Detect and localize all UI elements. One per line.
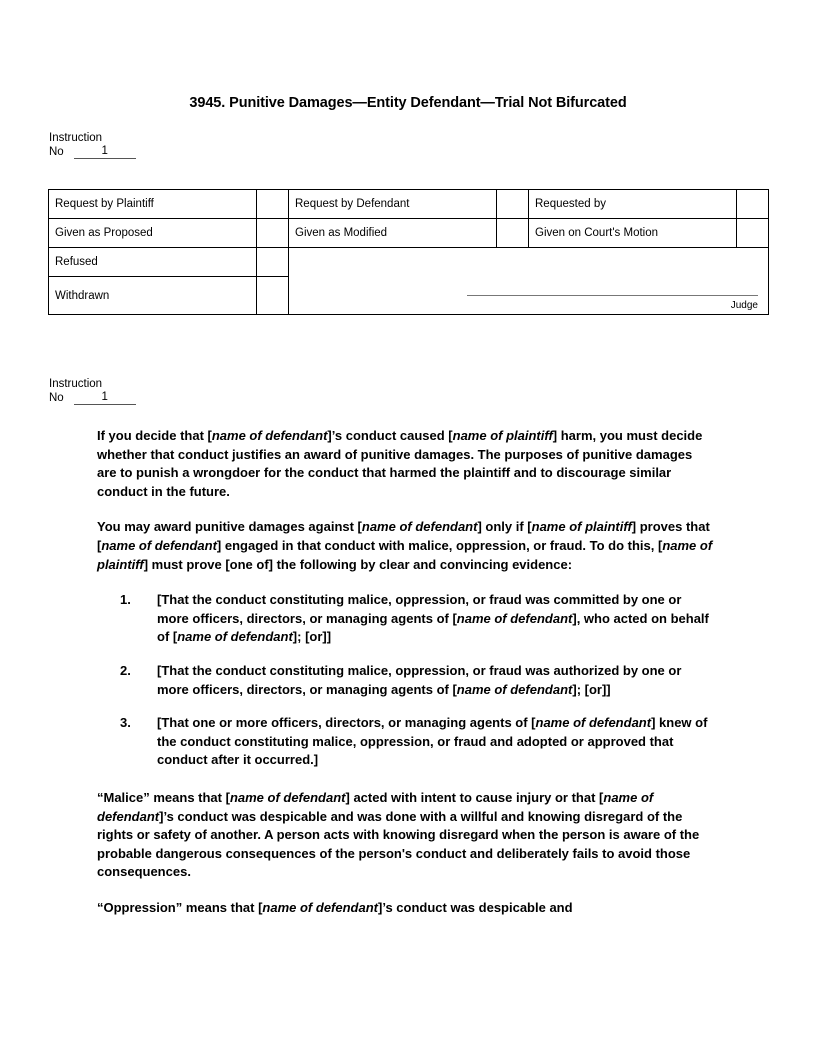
instruction-number-header-top bbox=[49, 131, 136, 159]
list-item-text bbox=[157, 592, 709, 644]
text-segment: [That the conduct constituting malice, oppression, or fraud was committed by one or more officers, directors, or managing agents of [ bbox=[157, 592, 682, 626]
placeholder-defendant: name of defendant bbox=[262, 899, 378, 915]
signature-label-judge: Judge bbox=[730, 300, 758, 311]
instruction-no-label-mid: No bbox=[49, 392, 64, 404]
text-segment: ], who acted on behalf of [ bbox=[157, 610, 709, 645]
placeholder-defendant: name of defendant bbox=[456, 610, 573, 626]
table-row bbox=[49, 219, 769, 248]
cell-requested-by: Requested by bbox=[529, 190, 737, 219]
text-segment: [That the conduct constituting malice, oppression, or fraud was authorized by one or more officers, directors, or managing agents of [ bbox=[157, 662, 682, 697]
cell-request-by-defendant: Request by Defendant bbox=[289, 190, 497, 219]
list-item-number: 1. bbox=[120, 592, 131, 608]
placeholder-defendant: name of defendant bbox=[535, 715, 652, 731]
cell-request-by-plaintiff: Request by Plaintiff bbox=[49, 190, 257, 219]
paragraph-malice-definition bbox=[97, 789, 714, 882]
instruction-label-mid: Instruction bbox=[49, 378, 103, 390]
text-segment: ]’s conduct caused [ bbox=[327, 428, 453, 443]
placeholder-defendant: name of defendant bbox=[361, 519, 478, 535]
cell-given-on-courts-motion: Given on Court's Motion bbox=[529, 219, 737, 248]
placeholder-defendant: name of defendant bbox=[211, 428, 328, 443]
signature-area bbox=[289, 248, 769, 315]
text-segment: ] harm, you must decide whether that conduct justifies an award of punitive damages. The purposes of punitive damages are to punish a wrongdoer for the conduct that harmed the plaintiff and to discourage similar conduct in the future. bbox=[97, 428, 703, 499]
list-item bbox=[97, 714, 714, 770]
text-segment: You may award punitive damages against [ bbox=[97, 519, 362, 535]
cell-given-as-modified: Given as Modified bbox=[289, 219, 497, 248]
disposition-table bbox=[48, 189, 769, 315]
checkbox-given-as-proposed[interactable] bbox=[257, 219, 289, 248]
table-row bbox=[49, 248, 769, 277]
list-item-text bbox=[157, 663, 681, 697]
text-segment: “Malice” means that [ bbox=[97, 789, 230, 805]
cell-refused: Refused bbox=[49, 248, 257, 277]
placeholder-defendant: name of defendant bbox=[177, 629, 293, 645]
text-segment: ]’s conduct was despicable and was done with a willful and knowing disregard of the rights or safety of another. A person acts with knowing disregard when the person is aware of the probable dangerous consequences of the person's conduct and deliberately fails to avoid those consequences. bbox=[97, 808, 700, 880]
placeholder-defendant: name of defendant bbox=[97, 789, 654, 824]
placeholder-plaintiff: name of plaintiff bbox=[97, 537, 713, 572]
checkbox-request-by-plaintiff[interactable] bbox=[257, 190, 289, 219]
instruction-number-header-mid bbox=[49, 377, 136, 405]
text-segment: ] engaged in that conduct with malice, oppression, or fraud. To do this, [ bbox=[216, 537, 663, 553]
text-segment: ]’s conduct was despicable and bbox=[378, 899, 573, 915]
instruction-no-label-top: No bbox=[49, 146, 64, 158]
checkbox-refused[interactable] bbox=[257, 248, 289, 277]
placeholder-plaintiff: name of plaintiff bbox=[452, 428, 553, 443]
checkbox-request-by-defendant[interactable] bbox=[497, 190, 529, 219]
text-segment: If you decide that [ bbox=[97, 428, 212, 443]
list-item-text bbox=[157, 715, 707, 767]
text-segment: ]; [or]] bbox=[292, 629, 332, 645]
list-item bbox=[97, 662, 714, 699]
paragraph-award-conditions bbox=[97, 518, 714, 574]
text-segment: ] acted with intent to cause injury or that [ bbox=[345, 789, 604, 805]
checkbox-given-as-modified[interactable] bbox=[497, 219, 529, 248]
list-item-number: 3. bbox=[120, 715, 131, 731]
placeholder-defendant: name of defendant bbox=[456, 681, 573, 697]
text-segment: ] knew of the conduct constituting malice, oppression, or fraud and adopted or approved that conduct after it occurred.] bbox=[157, 715, 708, 768]
paragraph-oppression-definition bbox=[97, 899, 714, 918]
table-row bbox=[49, 190, 769, 219]
numbered-conditions-list bbox=[97, 591, 714, 770]
instruction-label-top: Instruction bbox=[49, 132, 103, 144]
checkbox-withdrawn[interactable] bbox=[257, 277, 289, 315]
checkbox-given-on-courts-motion[interactable] bbox=[737, 219, 769, 248]
text-segment: ] proves that [ bbox=[97, 519, 710, 553]
cell-withdrawn: Withdrawn bbox=[49, 277, 257, 315]
placeholder-defendant: name of defendant bbox=[101, 537, 217, 553]
instruction-body bbox=[97, 427, 714, 934]
placeholder-defendant: name of defendant bbox=[229, 789, 346, 805]
text-segment: ] only if [ bbox=[477, 519, 532, 535]
signature-line[interactable] bbox=[467, 295, 758, 296]
cell-given-as-proposed: Given as Proposed bbox=[49, 219, 257, 248]
text-segment: “Oppression” means that [ bbox=[97, 899, 263, 915]
page-title: 3945. Punitive Damages—Entity Defendant—Trial Not Bifurcated bbox=[189, 95, 627, 111]
list-item bbox=[97, 591, 714, 647]
instruction-no-value-top[interactable]: 1 bbox=[74, 145, 136, 159]
list-item-number: 2. bbox=[120, 662, 131, 678]
text-segment: [That one or more officers, directors, or managing agents of [ bbox=[157, 715, 536, 731]
text-segment: ]; [or]] bbox=[572, 681, 611, 697]
instruction-no-value-mid[interactable]: 1 bbox=[74, 391, 136, 405]
text-segment: ] must prove [one of] the following by clear and convincing evidence: bbox=[143, 556, 573, 572]
paragraph-intro bbox=[97, 427, 714, 501]
checkbox-requested-by[interactable] bbox=[737, 190, 769, 219]
placeholder-plaintiff: name of plaintiff bbox=[531, 519, 632, 535]
